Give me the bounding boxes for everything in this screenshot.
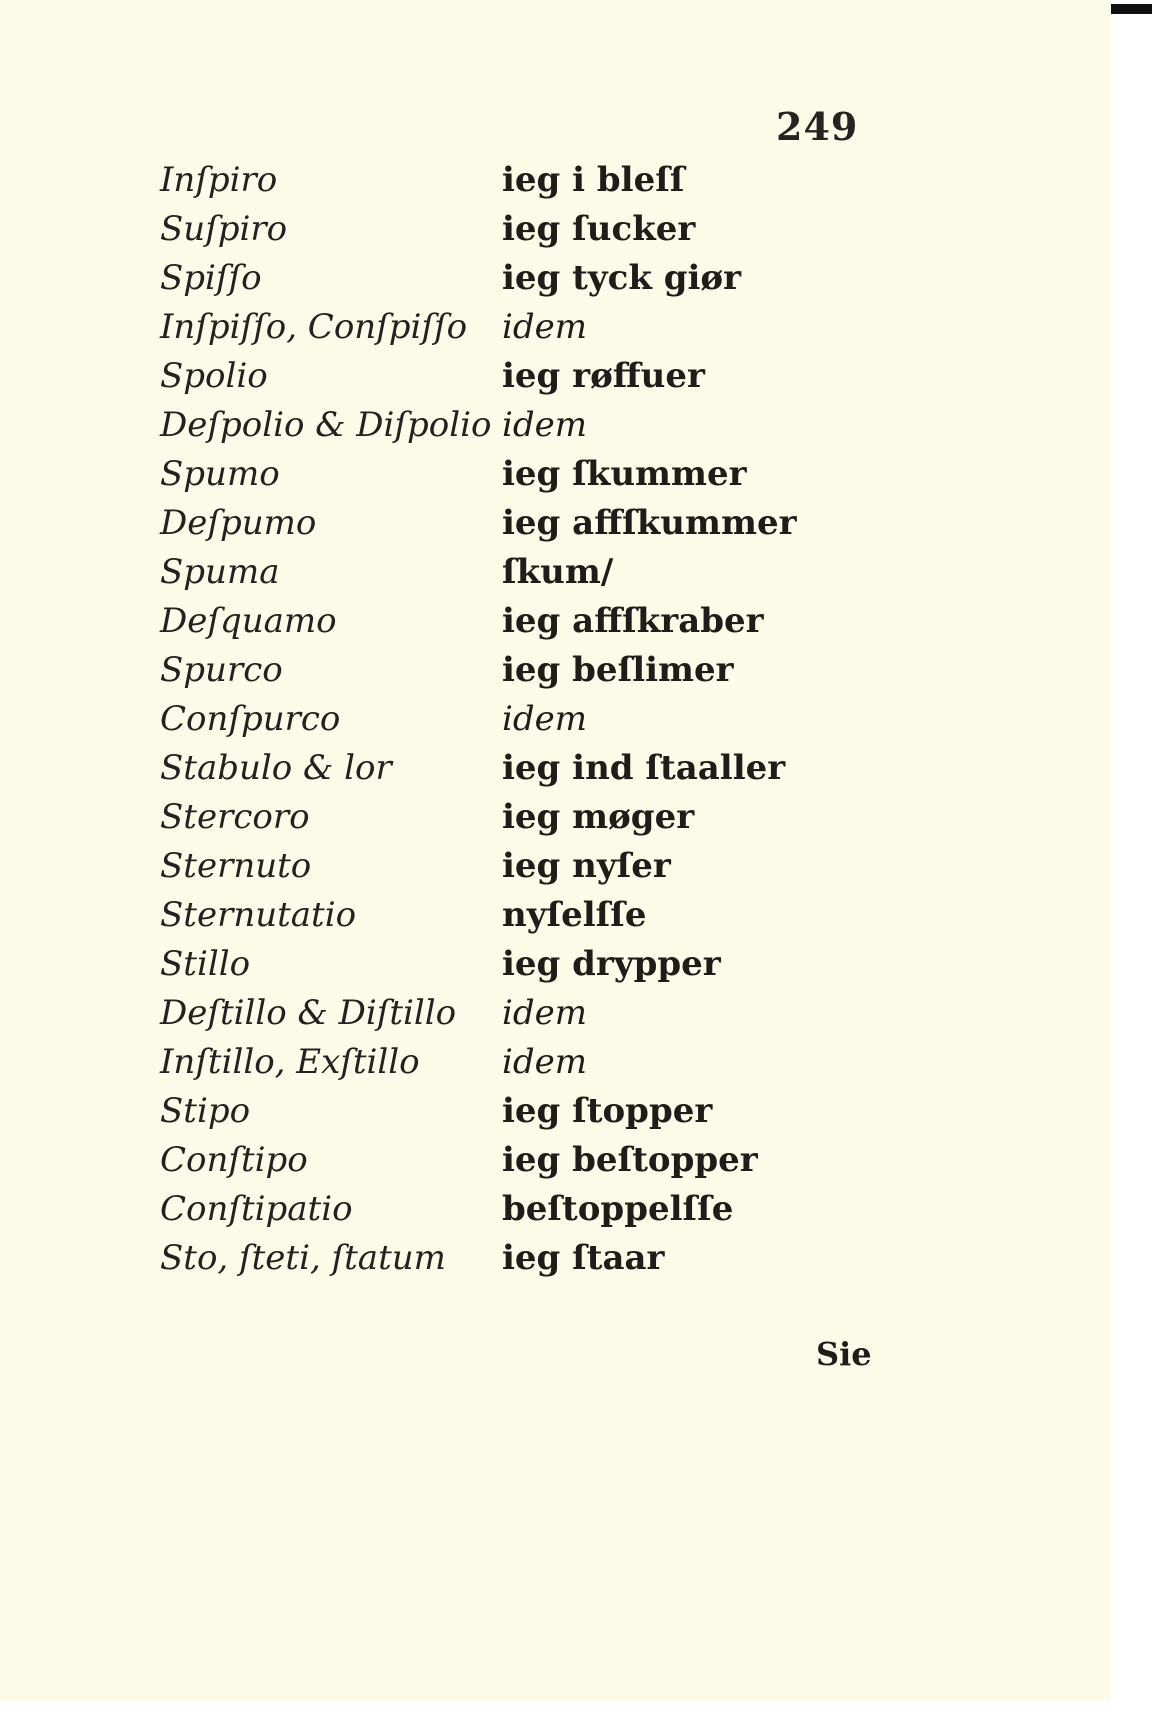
latin-term: Conſtipo [160,1140,308,1180]
latin-term: Spiſſo [160,258,262,298]
latin-term: Conſpurco [160,699,341,739]
danish-translation: beſtoppelſſe [502,1189,734,1229]
glossary-entry [160,352,860,401]
latin-term: Stipo [160,1091,251,1131]
latin-term: Sternutatio [160,895,357,935]
latin-term: Sternuto [160,846,312,886]
glossary-entry [160,1038,860,1087]
danish-translation: nyſelſſe [502,895,647,935]
glossary-entry [160,401,860,450]
latin-term: Sto, ſteti, ſtatum [160,1238,446,1278]
glossary-entry [160,842,860,891]
danish-translation: idem [502,699,587,739]
danish-translation: ieg ſucker [502,209,696,249]
latin-term: Stercoro [160,797,310,837]
glossary-entry [160,1087,860,1136]
latin-term: Spolio [160,356,268,396]
glossary-entry [160,1234,860,1283]
danish-translation: ieg beſtopper [502,1140,758,1180]
danish-translation: ieg affſkummer [502,503,797,543]
glossary-entry [160,695,860,744]
latin-term: Deſtillo & Diſtillo [160,993,457,1033]
danish-translation: idem [502,993,587,1033]
danish-translation: ieg beſlimer [502,650,734,690]
latin-term: Inſpiſſo, Conſpiſſo [160,307,468,347]
latin-term: Spumo [160,454,280,494]
glossary-entry [160,548,860,597]
glossary-entry [160,499,860,548]
glossary-entry [160,940,860,989]
glossary-entry [160,303,860,352]
danish-translation: idem [502,405,587,445]
danish-translation: ieg nyſer [502,846,671,886]
glossary-entry [160,597,860,646]
danish-translation: ieg ſtaar [502,1238,665,1278]
glossary-entry [160,744,860,793]
latin-term: Spuma [160,552,280,592]
latin-term: Conſtipatio [160,1189,353,1229]
glossary-entry [160,254,860,303]
glossary-entry [160,1185,860,1234]
latin-term: Deſquamo [160,601,337,641]
page-number: 249 [776,104,859,149]
danish-translation: ieg tyck giør [502,258,741,298]
glossary-list [160,156,860,1283]
latin-term: Suſpiro [160,209,288,249]
danish-translation: ieg møger [502,797,695,837]
danish-translation: ieg ind ſtaaller [502,748,786,788]
danish-translation: idem [502,1042,587,1082]
latin-term: Inſpiro [160,160,278,200]
glossary-entry [160,891,860,940]
catchword: Sie [816,1335,872,1373]
danish-translation: ieg i bleſſ [502,160,685,200]
glossary-entry [160,989,860,1038]
scan-margin-bottom [0,1700,1111,1718]
glossary-entry [160,793,860,842]
danish-translation: ieg affſkraber [502,601,764,641]
glossary-entry [160,1136,860,1185]
glossary-entry [160,646,860,695]
danish-translation: ieg røffuer [502,356,705,396]
latin-term: Inſtillo, Exſtillo [160,1042,420,1082]
latin-term: Stillo [160,944,251,984]
latin-term: Deſpumo [160,503,317,543]
danish-translation: ieg ſtopper [502,1091,713,1131]
danish-translation: idem [502,307,587,347]
latin-term: Stabulo & lor [160,748,392,788]
danish-translation: ieg drypper [502,944,721,984]
scan-margin-right [1111,0,1152,1718]
glossary-entry [160,156,860,205]
danish-translation: ieg ſkummer [502,454,747,494]
scan-edge-bar [1111,4,1152,14]
glossary-entry [160,450,860,499]
danish-translation: ſkum/ [502,552,614,592]
glossary-entry [160,205,860,254]
latin-term: Spurco [160,650,283,690]
latin-term: Deſpolio & Diſpolio [160,405,492,445]
